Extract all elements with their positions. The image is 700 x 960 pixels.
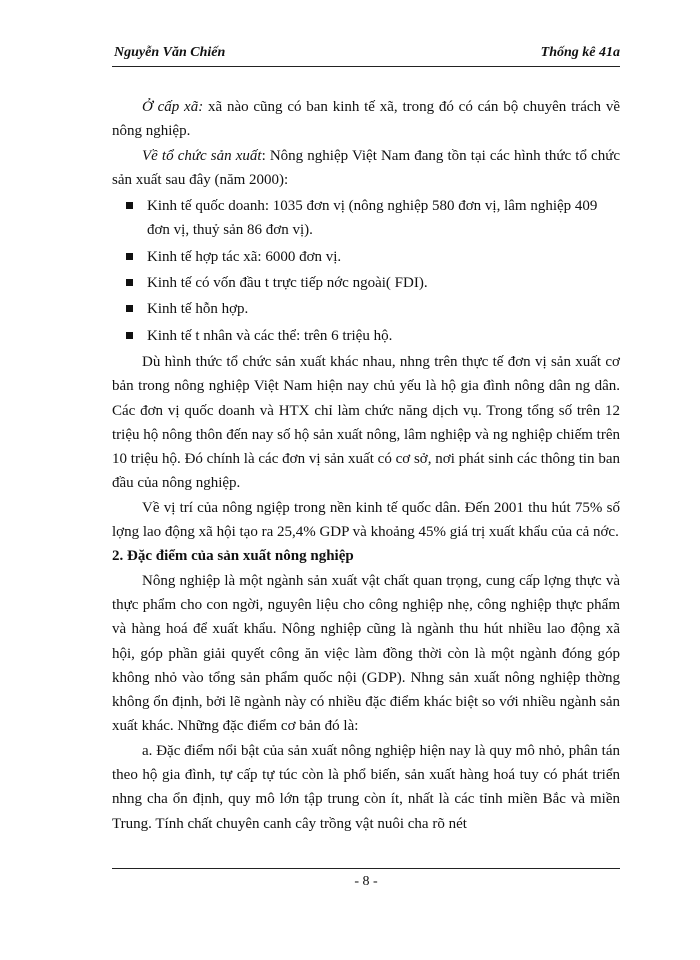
list-item xyxy=(112,245,620,269)
list-item xyxy=(112,324,620,348)
paragraph-production-organization xyxy=(112,144,620,193)
commune-level-text: xã nào cũng có ban kinh tế xã, trong đó có cán bộ chuyên trách về nông nghiệp. xyxy=(112,99,620,140)
list-item xyxy=(112,297,620,321)
paragraph-characteristics-intro: Nông nghiệp là một ngành sản xuất vật chất quan trọng, cung cấp lợng thực và thực phẩm cho con ngời, nguyên liệu cho công nghiệp nhẹ, công nghiệp thực phẩm và hàng hoá để xuất khẩu. Nông nghiệp cũng là ngành thu hút nhiều lao động xã hội, góp phần giải quyết công ăn việc làm đồng thời còn là một ngành đóng góp không nhỏ vào tổng sản phẩm quốc nội (GDP). Nhng sản xuất nông nghiệp thờng không ổn định, bởi lẽ ngành này có nhiều đặc điểm khác biệt so với nhiều ngành sản xuất khác. Những đặc điểm cơ bản đó là: xyxy=(112,572,620,735)
header-course: Thống kê 41a xyxy=(540,45,620,60)
square-bullet-icon xyxy=(126,332,133,339)
page-header xyxy=(112,44,620,67)
header-author: Nguyễn Văn Chiến xyxy=(114,45,226,60)
document-body xyxy=(112,95,620,836)
paragraph-economic-position: Về vị trí của nông ngiệp trong nền kinh tế quốc dân. Đến 2001 thu hút 75% số lợng lao động xã hội tạo ra 25,4% GDP và khoảng 45% giá trị xuất khẩu của cả nớc. xyxy=(112,499,620,541)
square-bullet-icon xyxy=(126,202,133,209)
list-item-text: Kinh tế có vốn đầu t trực tiếp nớc ngoài( FDI). xyxy=(147,275,428,292)
paragraph-commune-level xyxy=(112,95,620,144)
square-bullet-icon xyxy=(126,305,133,312)
list-item xyxy=(112,271,620,295)
paragraph-basic-units: Dù hình thức tổ chức sản xuất khác nhau, nhng trên thực tế đơn vị sản xuất cơ bản trong nông nghiệp Việt Nam hiện nay chủ yếu là hộ gia đình nông dân ng dân. Các đơn vị quốc doanh và HTX chỉ làm chức năng dịch vụ. Trong tổng số trên 12 triệu hộ nông thôn đến nay số hộ sản xuất nông, lâm nghiệp và ng nghiệp chiếm trên 10 triệu hộ. Đó chính là các đơn vị sản xuất có cơ sở, nơi phát sinh các thông tin ban đầu của nông nghiệp. xyxy=(112,353,620,492)
list-item xyxy=(112,194,620,243)
list-item-text: Kinh tế hợp tác xã: 6000 đơn vị. xyxy=(147,248,342,265)
production-organization-label: Về tổ chức sản xuất xyxy=(142,147,262,164)
footer-divider xyxy=(112,868,620,869)
production-organization-text: : Nông nghiệp Việt Nam đang tồn tại các hình thức tổ chức sản xuất sau đây (năm 2000): xyxy=(112,147,620,188)
page-number: - 8 - xyxy=(354,874,378,889)
list-item-text: Kinh tế hỗn hợp. xyxy=(147,301,249,318)
square-bullet-icon xyxy=(126,253,133,260)
square-bullet-icon xyxy=(126,279,133,286)
list-item-text: Kinh tế quốc doanh: 1035 đơn vị (nông nghiệp 580 đơn vị, lâm nghiệp 409 đơn vị, thuỷ sản 86 đơn vị). xyxy=(147,198,598,239)
section-heading: 2. Đặc điểm của sản xuất nông nghiệp xyxy=(112,548,354,565)
commune-level-label: Ở cấp xã: xyxy=(142,99,204,115)
paragraph-characteristic-a: a. Đặc điểm nổi bật của sản xuất nông nghiệp hiện nay là quy mô nhỏ, phân tán theo hộ gia đình, tự cấp tự túc còn là phổ biến, sản xuất hàng hoá tuy có phát triển nhng cha ổn định, quy mô lớn tập trung còn ít, nhất là các tỉnh miền Bắc và miền Trung. Tính chất chuyên canh cây trồng vật nuôi cha rõ nét xyxy=(112,742,620,832)
organization-forms-list xyxy=(112,194,620,348)
list-item-text: Kinh tế t nhân và các thể: trên 6 triệu hộ. xyxy=(147,327,393,344)
